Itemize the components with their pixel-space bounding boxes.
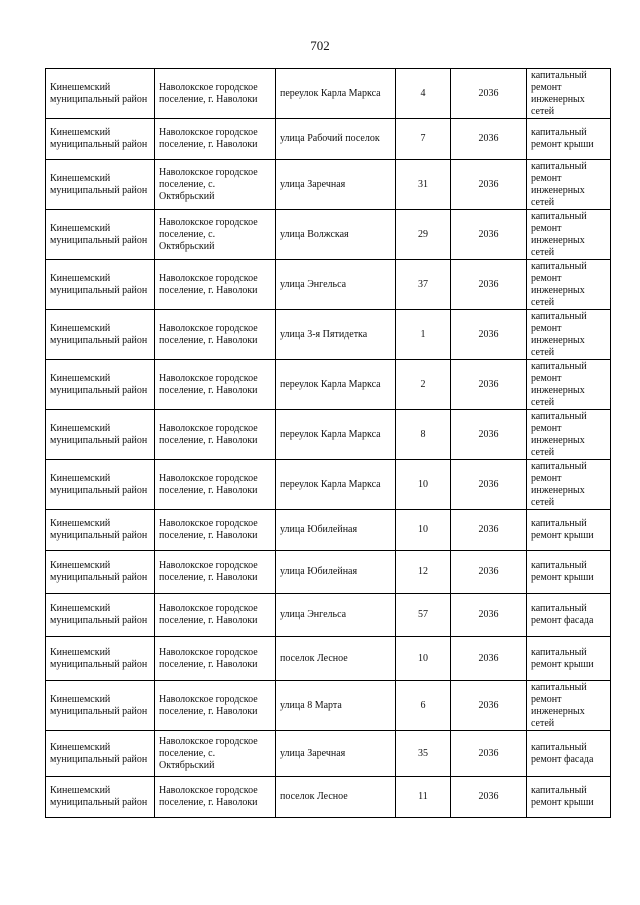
settlement-cell: Наволокское городское поселение, г. Наволоки bbox=[155, 310, 276, 360]
street-cell: улица Юбилейная bbox=[276, 510, 396, 551]
district-cell: Кинешемский муниципальный район bbox=[46, 210, 155, 260]
street-cell: переулок Карла Маркса bbox=[276, 460, 396, 510]
street-cell: улица Рабочий поселок bbox=[276, 119, 396, 160]
street-cell: улица Юбилейная bbox=[276, 551, 396, 594]
street-cell: улица Энгельса bbox=[276, 594, 396, 637]
work-type-cell: капитальный ремонт инженерных сетей bbox=[527, 681, 611, 731]
year-cell: 2036 bbox=[451, 777, 527, 818]
year-cell: 2036 bbox=[451, 594, 527, 637]
street-cell: улица Волжская bbox=[276, 210, 396, 260]
work-type-cell: капитальный ремонт инженерных сетей bbox=[527, 260, 611, 310]
work-type-cell: капитальный ремонт инженерных сетей bbox=[527, 310, 611, 360]
repair-schedule-table bbox=[45, 68, 611, 818]
house-number-cell: 10 bbox=[396, 510, 451, 551]
year-cell: 2036 bbox=[451, 119, 527, 160]
settlement-cell: Наволокское городское поселение, г. Наволоки bbox=[155, 777, 276, 818]
table-row bbox=[46, 551, 611, 594]
district-cell: Кинешемский муниципальный район bbox=[46, 731, 155, 777]
house-number-cell: 2 bbox=[396, 360, 451, 410]
settlement-cell: Наволокское городское поселение, с. Октябрьский bbox=[155, 731, 276, 777]
work-type-cell: капитальный ремонт инженерных сетей bbox=[527, 360, 611, 410]
table-row bbox=[46, 410, 611, 460]
settlement-cell: Наволокское городское поселение, г. Наволоки bbox=[155, 637, 276, 681]
work-type-cell: капитальный ремонт инженерных сетей bbox=[527, 160, 611, 210]
year-cell: 2036 bbox=[451, 551, 527, 594]
work-type-cell: капитальный ремонт крыши bbox=[527, 119, 611, 160]
district-cell: Кинешемский муниципальный район bbox=[46, 777, 155, 818]
street-cell: улица 8 Марта bbox=[276, 681, 396, 731]
table-row bbox=[46, 160, 611, 210]
street-cell: улица Заречная bbox=[276, 731, 396, 777]
year-cell: 2036 bbox=[451, 681, 527, 731]
house-number-cell: 12 bbox=[396, 551, 451, 594]
year-cell: 2036 bbox=[451, 731, 527, 777]
settlement-cell: Наволокское городское поселение, г. Наволоки bbox=[155, 510, 276, 551]
table-row bbox=[46, 260, 611, 310]
year-cell: 2036 bbox=[451, 160, 527, 210]
house-number-cell: 57 bbox=[396, 594, 451, 637]
settlement-cell: Наволокское городское поселение, с. Октябрьский bbox=[155, 160, 276, 210]
house-number-cell: 1 bbox=[396, 310, 451, 360]
district-cell: Кинешемский муниципальный район bbox=[46, 637, 155, 681]
settlement-cell: Наволокское городское поселение, с. Октябрьский bbox=[155, 210, 276, 260]
district-cell: Кинешемский муниципальный район bbox=[46, 410, 155, 460]
district-cell: Кинешемский муниципальный район bbox=[46, 460, 155, 510]
work-type-cell: капитальный ремонт крыши bbox=[527, 637, 611, 681]
house-number-cell: 11 bbox=[396, 777, 451, 818]
settlement-cell: Наволокское городское поселение, г. Наволоки bbox=[155, 410, 276, 460]
year-cell: 2036 bbox=[451, 69, 527, 119]
table-row bbox=[46, 360, 611, 410]
street-cell: улица 3-я Пятидетка bbox=[276, 310, 396, 360]
work-type-cell: капитальный ремонт крыши bbox=[527, 777, 611, 818]
settlement-cell: Наволокское городское поселение, г. Наволоки bbox=[155, 260, 276, 310]
house-number-cell: 37 bbox=[396, 260, 451, 310]
work-type-cell: капитальный ремонт инженерных сетей bbox=[527, 460, 611, 510]
house-number-cell: 35 bbox=[396, 731, 451, 777]
settlement-cell: Наволокское городское поселение, г. Наволоки bbox=[155, 460, 276, 510]
work-type-cell: капитальный ремонт крыши bbox=[527, 551, 611, 594]
work-type-cell: капитальный ремонт крыши bbox=[527, 510, 611, 551]
year-cell: 2036 bbox=[451, 510, 527, 551]
street-cell: переулок Карла Маркса bbox=[276, 360, 396, 410]
street-cell: переулок Карла Маркса bbox=[276, 410, 396, 460]
table-row bbox=[46, 731, 611, 777]
district-cell: Кинешемский муниципальный район bbox=[46, 260, 155, 310]
house-number-cell: 10 bbox=[396, 460, 451, 510]
district-cell: Кинешемский муниципальный район bbox=[46, 510, 155, 551]
house-number-cell: 6 bbox=[396, 681, 451, 731]
house-number-cell: 8 bbox=[396, 410, 451, 460]
district-cell: Кинешемский муниципальный район bbox=[46, 160, 155, 210]
settlement-cell: Наволокское городское поселение, г. Наволоки bbox=[155, 551, 276, 594]
settlement-cell: Наволокское городское поселение, г. Наволоки bbox=[155, 119, 276, 160]
street-cell: поселок Лесное bbox=[276, 777, 396, 818]
house-number-cell: 7 bbox=[396, 119, 451, 160]
year-cell: 2036 bbox=[451, 310, 527, 360]
year-cell: 2036 bbox=[451, 460, 527, 510]
house-number-cell: 31 bbox=[396, 160, 451, 210]
year-cell: 2036 bbox=[451, 410, 527, 460]
year-cell: 2036 bbox=[451, 210, 527, 260]
district-cell: Кинешемский муниципальный район bbox=[46, 594, 155, 637]
table-row bbox=[46, 310, 611, 360]
work-type-cell: капитальный ремонт инженерных сетей bbox=[527, 69, 611, 119]
district-cell: Кинешемский муниципальный район bbox=[46, 681, 155, 731]
house-number-cell: 29 bbox=[396, 210, 451, 260]
page-number: 702 bbox=[310, 38, 330, 53]
settlement-cell: Наволокское городское поселение, г. Наволоки bbox=[155, 360, 276, 410]
work-type-cell: капитальный ремонт инженерных сетей bbox=[527, 210, 611, 260]
table-row bbox=[46, 510, 611, 551]
district-cell: Кинешемский муниципальный район bbox=[46, 119, 155, 160]
year-cell: 2036 bbox=[451, 360, 527, 410]
street-cell: улица Заречная bbox=[276, 160, 396, 210]
district-cell: Кинешемский муниципальный район bbox=[46, 69, 155, 119]
work-type-cell: капитальный ремонт фасада bbox=[527, 731, 611, 777]
table-row bbox=[46, 777, 611, 818]
table-row bbox=[46, 69, 611, 119]
table-row bbox=[46, 119, 611, 160]
street-cell: поселок Лесное bbox=[276, 637, 396, 681]
work-type-cell: капитальный ремонт инженерных сетей bbox=[527, 410, 611, 460]
district-cell: Кинешемский муниципальный район bbox=[46, 551, 155, 594]
house-number-cell: 10 bbox=[396, 637, 451, 681]
year-cell: 2036 bbox=[451, 637, 527, 681]
settlement-cell: Наволокское городское поселение, г. Наволоки bbox=[155, 594, 276, 637]
table-row bbox=[46, 460, 611, 510]
settlement-cell: Наволокское городское поселение, г. Наволоки bbox=[155, 681, 276, 731]
district-cell: Кинешемский муниципальный район bbox=[46, 360, 155, 410]
district-cell: Кинешемский муниципальный район bbox=[46, 310, 155, 360]
work-type-cell: капитальный ремонт фасада bbox=[527, 594, 611, 637]
settlement-cell: Наволокское городское поселение, г. Наволоки bbox=[155, 69, 276, 119]
year-cell: 2036 bbox=[451, 260, 527, 310]
table-row bbox=[46, 681, 611, 731]
street-cell: улица Энгельса bbox=[276, 260, 396, 310]
house-number-cell: 4 bbox=[396, 69, 451, 119]
table-row bbox=[46, 637, 611, 681]
table-row bbox=[46, 594, 611, 637]
street-cell: переулок Карла Маркса bbox=[276, 69, 396, 119]
table-row bbox=[46, 210, 611, 260]
